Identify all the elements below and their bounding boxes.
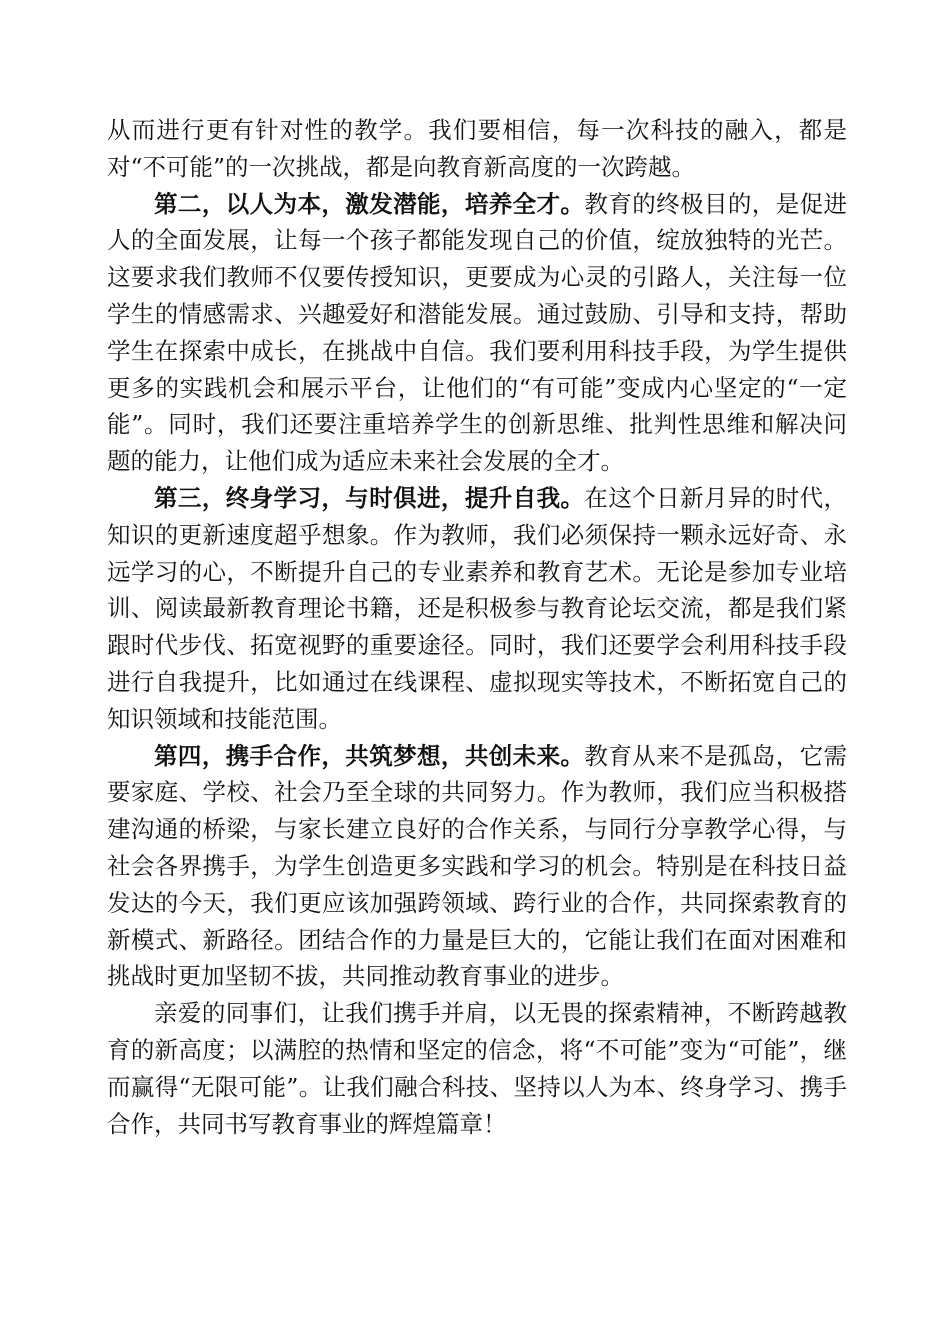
paragraph-heading: 第二，以人为本，激发潜能，培养全才。: [154, 189, 585, 218]
paragraph-heading: 第三，终身学习，与时俱进，提升自我。: [154, 483, 585, 512]
paragraph-text: 教育从来不是孤岛，它需要家庭、学校、社会乃至全球的共同努力。作为教师，我们应当积极搭建沟通的桥梁，与家长建立良好的合作关系，与同行分享教学心得，与社会各界携手，为学生创造更多实践和学习的机会。特别是在科技日益发达的今天，我们更应该加强跨领域、跨行业的合作，共同探索教育的新模式、新路径。团结合作的力量是巨大的，它能让我们在面对困难和挑战时更加坚韧不拔，共同推动教育事业的进步。: [107, 741, 848, 991]
paragraph-third-point: [107, 480, 847, 738]
paragraph-text: 从而进行更有针对性的教学。我们要相信，每一次科技的融入，都是对“不可能”的一次挑战，都是向教育新高度的一次跨越。: [107, 116, 847, 181]
paragraph-second-point: [107, 186, 847, 480]
paragraph-text: 在这个日新月异的时代，知识的更新速度超乎想象。作为教师，我们必须保持一颗永远好奇、永远学习的心，不断提升自己的专业素养和教育艺术。无论是参加专业培训、阅读最新教育理论书籍，还是积极参与教育论坛交流，都是我们紧跟时代步伐、拓宽视野的重要途径。同时，我们还要学会利用科技手段进行自我提升，比如通过在线课程、虚拟现实等技术，不断拓宽自己的知识领域和技能范围。: [107, 483, 848, 733]
paragraph-heading: 第四，携手合作，共筑梦想，共创未来。: [154, 741, 585, 770]
paragraph-continuation: [107, 112, 847, 186]
paragraph-text: 亲爱的同事们，让我们携手并肩，以无畏的探索精神，不断跨越教育的新高度；以满腔的热情和坚定的信念，将“不可能”变为“可能”，继而赢得“无限可能”。让我们融合科技、坚持以人为本、终身学习、携手合作，共同书写教育事业的辉煌篇章！: [107, 999, 847, 1138]
document-body: [107, 112, 847, 1142]
paragraph-text: 教育的终极目的，是促进人的全面发展，让每一个孩子都能发现自己的价值，绽放独特的光芒。这要求我们教师不仅要传授知识，更要成为心灵的引路人，关注每一位学生的情感需求、兴趣爱好和潜能发展。通过鼓励、引导和支持，帮助学生在探索中成长，在挑战中自信。我们要利用科技手段，为学生提供更多的实践机会和展示平台，让他们的“有可能”变成内心坚定的“一定能”。同时，我们还要注重培养学生的创新思维、批判性思维和解决问题的能力，让他们成为适应未来社会发展的全才。: [107, 189, 848, 476]
paragraph-fourth-point: [107, 738, 847, 996]
paragraph-closing: [107, 995, 847, 1142]
